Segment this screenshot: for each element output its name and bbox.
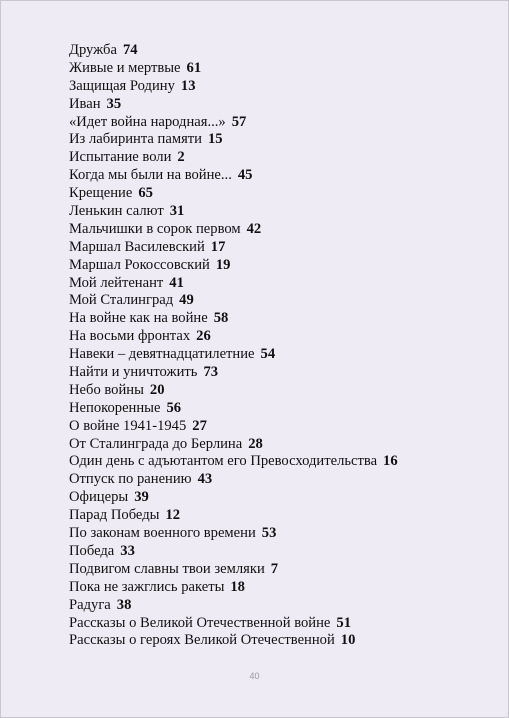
entry-title: Мой Сталинград — [69, 292, 174, 309]
entry-title: Рассказы о героях Великой Отечественной — [69, 632, 335, 649]
entry-page-number: 58 — [213, 310, 229, 327]
index-entry — [69, 507, 398, 525]
index-entry — [69, 489, 398, 507]
index-entry — [69, 436, 398, 454]
entry-title: Когда мы были на войне... — [69, 167, 232, 184]
entry-page-number: 13 — [180, 77, 196, 94]
index-entry — [69, 346, 398, 364]
entry-title: Рассказы о Великой Отечественной войне — [69, 614, 331, 631]
index-entry — [69, 203, 398, 221]
entry-title: Дружба — [69, 42, 117, 58]
entry-page-number: 42 — [246, 220, 262, 237]
index-entry — [69, 632, 398, 650]
entry-page-number: 43 — [197, 471, 213, 488]
entry-page-number: 2 — [177, 149, 185, 166]
entry-title: От Сталинграда до Берлина — [69, 435, 243, 452]
entry-title: «Идет война народная...» — [69, 113, 226, 130]
entry-title: Маршал Рокоссовский — [69, 256, 210, 273]
entry-title: Иван — [69, 95, 101, 112]
index-entry — [69, 382, 398, 400]
index-entry — [69, 60, 398, 78]
entry-title: По законам военного времени — [69, 525, 256, 542]
entry-page-number: 51 — [336, 614, 351, 631]
entry-title: Мой лейтенант — [69, 274, 164, 291]
index-entry — [69, 167, 398, 185]
entry-page-number: 41 — [169, 274, 184, 291]
index-entry — [69, 400, 398, 418]
entry-title: Мальчишки в сорок первом — [69, 220, 241, 237]
index-entry — [69, 525, 398, 543]
index-entry — [69, 310, 398, 328]
entry-page-number: 19 — [215, 256, 231, 273]
entry-page-number: 74 — [122, 42, 138, 58]
index-entry — [69, 78, 398, 96]
entry-title: Навеки – девятнадцатилетние — [69, 346, 255, 363]
index-entry — [69, 579, 398, 597]
entry-title: Радуга — [69, 596, 111, 613]
entry-title: Живые и мертвые — [69, 59, 181, 76]
index-entry — [69, 96, 398, 114]
entry-page-number: 49 — [179, 292, 194, 309]
entry-page-number: 65 — [138, 185, 153, 202]
entry-page-number: 7 — [270, 560, 279, 577]
entry-page-number: 45 — [237, 167, 253, 184]
entry-page-number: 57 — [231, 113, 247, 130]
entry-title: Маршал Василевский — [69, 238, 205, 255]
index-entry — [69, 561, 398, 579]
index-entry — [69, 453, 398, 471]
entry-title: Победа — [69, 542, 115, 559]
entry-page-number: 31 — [169, 203, 185, 220]
entry-page-number: 28 — [248, 435, 263, 452]
entry-page-number: 12 — [165, 507, 181, 524]
index-entry — [69, 239, 398, 257]
entry-title: Пока не зажглись ракеты — [69, 578, 225, 595]
entry-page-number: 20 — [149, 381, 165, 398]
entry-title: Офицеры — [69, 489, 129, 506]
entry-title: О войне 1941-1945 — [69, 417, 187, 434]
entry-page-number: 15 — [207, 131, 223, 148]
entry-page-number: 53 — [261, 525, 277, 542]
entry-title: Защищая Родину — [69, 77, 175, 94]
entry-page-number: 17 — [210, 238, 226, 255]
entry-page-number: 33 — [120, 542, 135, 559]
entry-page-number: 26 — [196, 328, 211, 345]
entry-page-number: 56 — [166, 399, 182, 416]
entry-title: На войне как на войне — [69, 310, 208, 327]
index-entry — [69, 257, 398, 275]
entry-page-number: 27 — [192, 417, 207, 434]
entry-title: Небо войны — [69, 381, 144, 398]
index-entry — [69, 615, 398, 633]
entry-title: Крещение — [69, 185, 133, 202]
entry-page-number: 38 — [116, 596, 132, 613]
entry-title: Испытание воли — [69, 149, 172, 166]
index-entry — [69, 364, 398, 382]
index-entry — [69, 418, 398, 436]
index-entry — [69, 42, 398, 60]
title-index-list — [69, 42, 398, 650]
index-entry — [69, 292, 398, 310]
entry-page-number: 39 — [134, 489, 149, 506]
index-entry — [69, 275, 398, 293]
page-number: 40 — [249, 671, 260, 681]
index-entry — [69, 471, 398, 489]
index-entry — [69, 597, 398, 615]
entry-title: Из лабиринта памяти — [69, 131, 202, 148]
index-entry — [69, 149, 398, 167]
index-entry — [69, 221, 398, 239]
index-entry — [69, 114, 398, 132]
entry-title: Один день с адъютантом его Превосходительства — [69, 453, 378, 470]
entry-title: Отпуск по ранению — [69, 471, 192, 488]
entry-page-number: 35 — [106, 95, 122, 112]
entry-title: Найти и уничтожить — [69, 364, 198, 381]
entry-title: Парад Победы — [69, 507, 160, 524]
entry-title: Ленькин салют — [69, 203, 164, 220]
entry-page-number: 61 — [186, 59, 202, 76]
index-entry — [69, 131, 398, 149]
entry-title: Подвигом славны твои земляки — [69, 560, 265, 577]
index-entry — [69, 543, 398, 561]
entry-page-number: 54 — [260, 346, 276, 363]
index-entry — [69, 185, 398, 203]
entry-page-number: 16 — [383, 453, 398, 470]
entry-page-number: 73 — [203, 364, 219, 381]
entry-page-number: 10 — [340, 632, 356, 649]
index-entry — [69, 328, 398, 346]
entry-page-number: 18 — [230, 578, 245, 595]
entry-title: На восьми фронтах — [69, 328, 191, 345]
entry-title: Непокоренные — [69, 399, 161, 416]
